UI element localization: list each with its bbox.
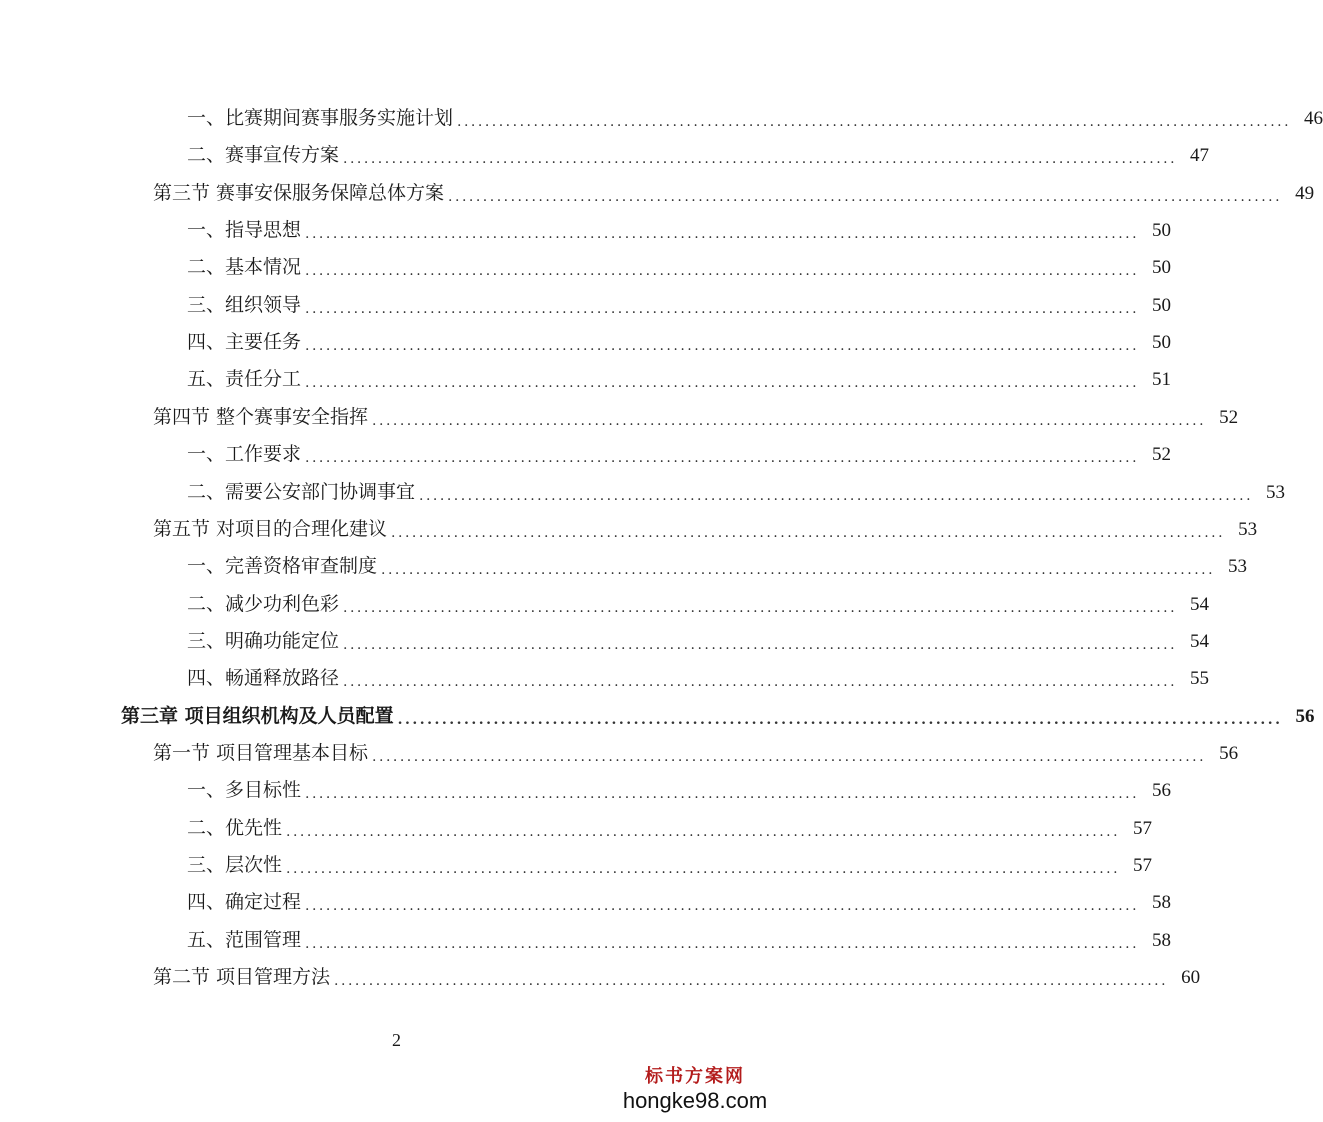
toc-entry-title: 五、范围管理 [187,928,302,951]
toc-entry-page: 50 [1152,332,1172,354]
toc-entry-item[interactable] [187,772,1172,809]
toc-entry-title: 三、明确功能定位 [187,629,340,652]
toc-entry-item[interactable] [187,922,1172,959]
toc-dot-leader: ........................................................................................................................ [305,338,1140,355]
toc-entry-page: 47 [1190,145,1210,167]
toc-dot-leader: ........................................................................................................................ [391,524,1226,541]
toc-entry-title: 第三章 项目组织机构及人员配置 [121,704,394,727]
toc-entry-page: 46 [1304,108,1323,129]
toc-entry-page: 52 [1219,406,1239,428]
toc-entry-title: 二、减少功利色彩 [187,592,340,615]
toc-dot-leader: ........................................................................................................................ [305,300,1140,317]
toc-dot-leader: ........................................................................................................................ [343,674,1178,691]
toc-entry-title: 二、需要公安部门协调事宜 [187,480,416,503]
toc-entry-item[interactable] [187,436,1172,473]
toc-entry-item[interactable] [187,474,1286,511]
toc-entry-page: 50 [1152,220,1172,242]
toc-entry-item[interactable] [187,249,1172,286]
toc-entry-title: 三、层次性 [187,854,283,876]
toc-entry-title: 一、指导思想 [187,219,302,242]
toc-dot-leader: ........................................................................................................................ [419,487,1254,504]
toc-entry-title: 第二节 项目管理方法 [153,966,331,989]
toc-entry-title: 第三节 赛事安保服务保障总体方案 [153,181,445,204]
toc-dot-leader: ........................................................................................................................ [305,786,1140,803]
toc-entry-page: 53 [1266,481,1286,503]
toc-dot-leader: ........................................................................................................................ [305,375,1140,392]
toc-dot-leader: ........................................................................................................................ [372,748,1207,765]
toc-entry-page: 56 [1152,780,1172,802]
toc-entry-item[interactable] [187,324,1172,361]
toc-entry-item[interactable] [187,623,1210,660]
toc-entry-section[interactable] [153,735,1239,772]
toc-entry-title: 一、多目标性 [187,779,302,802]
toc-entry-item[interactable] [187,287,1172,324]
toc-entry-title: 第四节 整个赛事安全指挥 [153,405,369,428]
watermark-chinese-text: 标书方案网 [645,1066,745,1087]
toc-entry-title: 二、赛事宣传方案 [187,144,340,167]
toc-entry-page: 53 [1238,518,1258,540]
toc-entry-section[interactable] [153,959,1201,996]
toc-entry-page: 50 [1152,257,1172,279]
toc-dot-leader: ........................................................................................................................ [343,636,1178,653]
watermark-url-text: hongke98.com [622,1088,768,1113]
toc-dot-leader: ........................................................................................................................ [305,263,1140,280]
toc-entry-chapter[interactable] [121,698,1315,735]
toc-entry-page: 56 [1219,742,1239,764]
toc-entry-page: 56 [1295,705,1315,727]
toc-entry-item[interactable] [187,212,1172,249]
toc-entry-title: 四、确定过程 [187,891,302,914]
toc-entry-page: 60 [1181,967,1201,989]
toc-dot-leader: ........................................................................................................................ [343,151,1178,168]
toc-dot-leader: ........................................................................................................................ [305,898,1140,915]
toc-dot-leader: ........................................................................................................................ [305,450,1140,467]
toc-entry-item[interactable] [187,100,1323,137]
toc-entry-title: 二、优先性 [187,816,283,839]
toc-entry-page: 55 [1190,668,1210,690]
toc-entry-title: 五、责任分工 [187,368,302,391]
toc-entry-title: 第一节 项目管理基本目标 [153,741,369,764]
toc-entry-item[interactable] [187,137,1210,174]
toc-entry-page: 53 [1228,556,1248,578]
toc-entry-title: 一、工作要求 [187,443,302,466]
toc-dot-leader: ........................................................................................................................ [457,114,1292,130]
toc-entry-title: 四、主要任务 [187,331,302,354]
toc-entry-title: 三、组织领导 [187,293,302,316]
toc-entry-page: 58 [1152,892,1172,914]
toc-entry-page: 54 [1190,593,1210,615]
toc-dot-leader: ........................................................................................................................ [381,562,1216,579]
toc-entry-section[interactable] [153,511,1258,548]
toc-dot-leader: ........................................................................................................................ [286,861,1121,877]
toc-entry-section[interactable] [153,175,1315,212]
toc-entry-item[interactable] [187,810,1153,847]
toc-entry-page: 51 [1152,369,1172,391]
toc-entry-item[interactable] [187,847,1153,884]
toc-dot-leader: ........................................................................................................................ [448,188,1283,205]
toc-entry-item[interactable] [187,548,1248,585]
toc-entry-title: 第五节 对项目的合理化建议 [153,517,388,540]
page-number: 2 [392,1030,401,1050]
toc-entry-item[interactable] [187,586,1210,623]
toc-entry-page: 52 [1152,444,1172,466]
toc-dot-leader: ........................................................................................................................ [286,823,1121,840]
toc-entry-title: 四、畅通释放路径 [187,667,340,690]
toc-dot-leader: ........................................................................................................................ [372,412,1207,429]
toc-entry-item[interactable] [187,660,1210,697]
toc-entry-page: 49 [1295,182,1315,204]
toc-dot-leader: ........................................................................................................................ [343,599,1178,616]
toc-dot-leader: ........................................................................................................................ [397,711,1283,728]
toc-entry-item[interactable] [187,884,1172,921]
toc-entry-title: 一、完善资格审查制度 [187,555,378,578]
toc-entry-page: 57 [1133,855,1153,876]
toc-entry-item[interactable] [187,361,1172,398]
toc-dot-leader: ........................................................................................................................ [305,935,1140,952]
toc-dot-leader: ........................................................................................................................ [334,973,1169,990]
toc-entry-page: 57 [1133,817,1153,839]
site-watermark [615,1066,775,1114]
toc-entry-page: 50 [1152,294,1172,316]
toc-entry-page: 58 [1152,929,1172,951]
toc-entry-page: 54 [1190,630,1210,652]
toc-entry-title: 一、比赛期间赛事服务实施计划 [187,107,454,129]
toc-entry-title: 二、基本情况 [187,256,302,279]
toc-entry-section[interactable] [153,399,1239,436]
toc-dot-leader: ........................................................................................................................ [305,226,1140,243]
